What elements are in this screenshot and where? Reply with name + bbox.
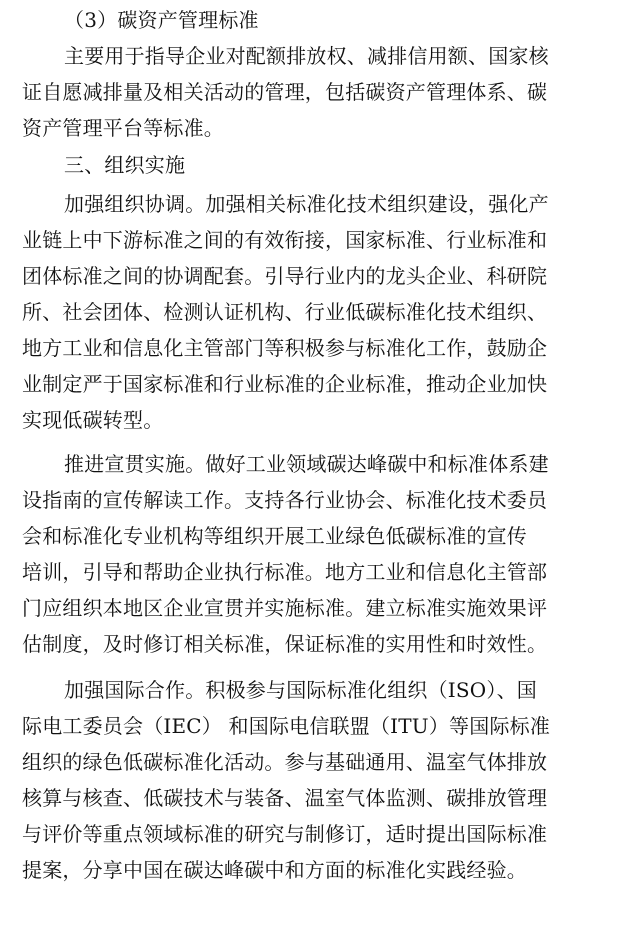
subsection-body-line: 证自愿减排量及相关活动的管理，包括碳资产管理体系、碳 (22, 80, 548, 104)
paragraph-text: 积极参与国际标准化组织（ISO）、国 (205, 678, 538, 702)
paragraph-line: 业制定严于国家标准和行业标准的企业标准，推动企业加快 (22, 372, 548, 396)
paragraph-line: 所、社会团体、检测认证机构、行业低碳标准化技术组织、 (22, 300, 548, 324)
paragraph-text: 加强相关标准化技术组织建设，强化产 (205, 192, 549, 216)
paragraph-line (64, 672, 607, 708)
paragraph-lead: 加强国际合作。 (64, 678, 206, 702)
paragraph-lead: 推进宣贯实施。 (64, 452, 206, 476)
paragraph-line: 组织的绿色低碳标准化活动。参与基础通用、温室气体排放 (22, 750, 548, 774)
paragraph-line: 际电工委员会（IEC） 和国际电信联盟（ITU）等国际标准 (22, 714, 551, 738)
paragraph-line (64, 186, 607, 222)
paragraph-line: 会和标准化专业机构等组织开展工业绿色低碳标准的宣传 (22, 524, 527, 548)
paragraph-line: 设指南的宣传解读工作。支持各行业协会、标准化技术委员 (22, 488, 548, 512)
paragraph-lead: 加强组织协调。 (64, 192, 206, 216)
paragraph-line: 培训，引导和帮助企业执行标准。地方工业和信息化主管部 (22, 560, 548, 584)
section-title: 三、组织实施 (64, 153, 186, 177)
subsection-body-line: 主要用于指导企业对配额排放权、减排信用额、国家核 (64, 44, 549, 68)
paragraph-text: 做好工业领域碳达峰碳中和标准体系建 (205, 452, 549, 476)
paragraph-line: 地方工业和信息化主管部门等积极参与标准化工作，鼓励企 (22, 336, 548, 360)
paragraph-line: 实现低碳转型。 (22, 408, 164, 432)
paragraph-line: 核算与核查、低碳技术与装备、温室气体监测、碳排放管理 (22, 786, 548, 810)
paragraph-line: 估制度，及时修订相关标准，保证标准的实用性和时效性。 (22, 632, 548, 656)
paragraph-line: 提案，分享中国在碳达峰碳中和方面的标准化实践经验。 (22, 858, 527, 882)
paragraph-line: 团体标准之间的协调配套。引导行业内的龙头企业、科研院 (22, 264, 548, 288)
paragraph-line: 业链上中下游标准之间的有效衔接，国家标准、行业标准和 (22, 228, 548, 252)
paragraph-line (64, 446, 607, 482)
paragraph-line: 与评价等重点领域标准的研究与制修订，适时提出国际标准 (22, 822, 548, 846)
subsection-body-line: 资产管理平台等标准。 (22, 116, 224, 140)
subsection-title: （3）碳资产管理标准 (64, 8, 259, 32)
paragraph-line: 门应组织本地区企业宣贯并实施标准。建立标准实施效果评 (22, 596, 548, 620)
